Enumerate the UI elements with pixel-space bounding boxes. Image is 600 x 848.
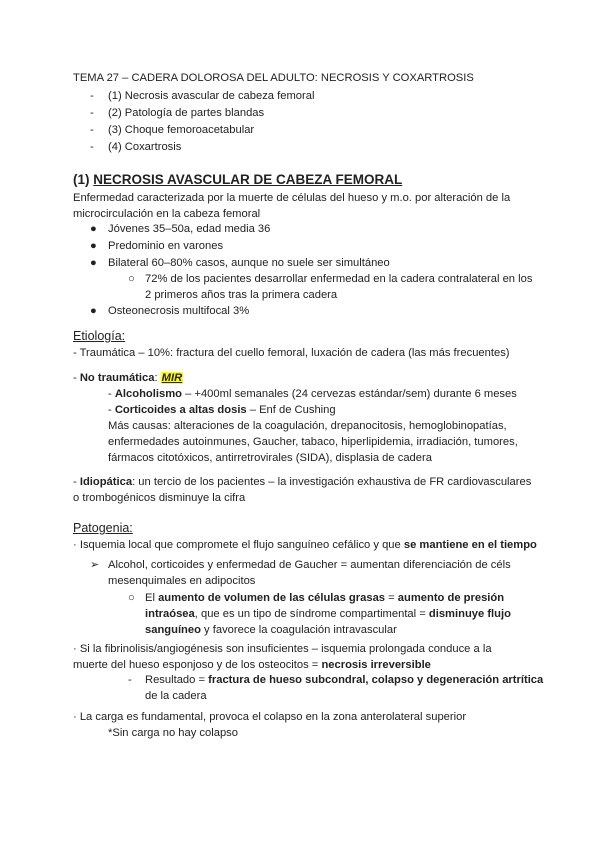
mas-causas-line: enfermedades autoinmunes, Gaucher, tabaco, hiperlipidemia, irradiación, tumores, — [108, 436, 518, 448]
bullet-icon: ● — [90, 257, 97, 269]
alcoholismo-line: - Alcoholismo – +400ml semanales (24 cervezas estándar/sem) durante 6 meses — [108, 388, 517, 400]
arrow-item-line: Alcohol, corticoides y enfermedad de Gaucher = aumentan diferenciación de céls — [108, 559, 511, 571]
carga-note: *Sin carga no hay colapso — [108, 727, 238, 739]
mas-causas-line: fármacos citotóxicos, antirretrovirales (SIDA), displasia de cadera — [108, 452, 432, 464]
circle-item-line: sanguíneo y favorece la coagulación intravascular — [145, 624, 397, 636]
arrow-item-line: mesenquimales en adipocitos — [108, 575, 256, 587]
toc-item: (2) Patología de partes blandas — [108, 107, 265, 119]
corticoides-line: - Corticoides a altas dosis – Enf de Cushing — [108, 404, 336, 416]
fibrinolisis-line: · Si la fibrinolisis/angiogénesis son insuficientes – isquemia prolongada conduce a la — [73, 643, 492, 655]
toc-item: (4) Coxartrosis — [108, 141, 182, 153]
toc-dash-icon: - — [90, 107, 94, 119]
bullet-item: Predominio en varones — [108, 240, 224, 252]
etiologia-heading: Etiología: — [73, 329, 126, 343]
etiologia-traumatica: - Traumática – 10%: fractura del cuello femoral, luxación de cadera (las más frecuentes) — [73, 347, 510, 359]
carga-line: · La carga es fundamental, provoca el colapso en la zona anterolateral superior — [73, 711, 467, 723]
mir-highlight: MIR — [161, 372, 183, 384]
sub-bullet-item: 2 primeros años tras la primera cadera — [145, 289, 338, 301]
dash-bullet-icon: - — [128, 674, 132, 686]
bullet-icon: ● — [90, 240, 97, 252]
sub-bullet-item: 72% de los pacientes desarrollar enfermedad en la cadera contralateral en los — [145, 273, 533, 285]
arrow-bullet-icon: ➢ — [90, 559, 100, 571]
idiopatica-line: - Idiopática: un tercio de los pacientes – la investigación exhaustiva de FR cardiovasculares — [73, 476, 532, 488]
resultado-line: de la cadera — [145, 690, 207, 702]
fibrinolisis-line: muerte del hueso esponjoso y de los osteocitos = necrosis irreversible — [73, 659, 431, 671]
bullet-icon: ● — [90, 305, 97, 317]
circle-item-line: El aumento de volumen de las células grasas = aumento de presión — [145, 592, 505, 604]
circle-bullet-icon: ○ — [128, 592, 135, 604]
document-title: TEMA 27 – CADERA DOLOROSA DEL ADULTO: NECROSIS Y COXARTROSIS — [73, 72, 474, 84]
bullet-item: Jóvenes 35–50a, edad media 36 — [108, 223, 271, 235]
toc-item: (1) Necrosis avascular de cabeza femoral — [108, 90, 315, 102]
etiologia-no-traumatica: - No traumática: MIR — [73, 372, 183, 384]
bullet-icon: ● — [90, 223, 97, 235]
definition-line: microcirculación en la cabeza femoral — [73, 208, 261, 220]
toc-dash-icon: - — [90, 124, 94, 136]
section-heading — [73, 172, 402, 188]
toc-item: (3) Choque femoroacetabular — [108, 124, 255, 136]
patogenia-heading: Patogenia: — [73, 521, 133, 535]
mas-causas-line: Más causas: alteraciones de la coagulación, drepanocitosis, hemoglobinopatías, — [108, 420, 507, 432]
section-number: (1) — [73, 172, 90, 187]
toc-dash-icon: - — [90, 90, 94, 102]
idiopatica-line: o trombogénicos disminuye la cifra — [73, 492, 246, 504]
definition-line: Enfermedad caracterizada por la muerte de células del hueso y m.o. por alteración de la — [73, 192, 511, 204]
circle-item-line: intraósea, que es un tipo de síndrome compartimental = disminuye flujo — [145, 608, 511, 620]
circle-bullet-icon: ○ — [128, 273, 135, 285]
resultado-line: Resultado = fractura de hueso subcondral, colapso y degeneración artrítica — [145, 674, 544, 686]
bullet-item: Bilateral 60–80% casos, aunque no suele ser simultáneo — [108, 257, 390, 269]
toc-dash-icon: - — [90, 141, 94, 153]
section-title: NECROSIS AVASCULAR DE CABEZA FEMORAL — [93, 172, 403, 187]
bullet-item: Osteonecrosis multifocal 3% — [108, 305, 250, 317]
isquemia-line: · Isquemia local que compromete el flujo sanguíneo cefálico y que se mantiene en el tiempo — [73, 539, 537, 551]
